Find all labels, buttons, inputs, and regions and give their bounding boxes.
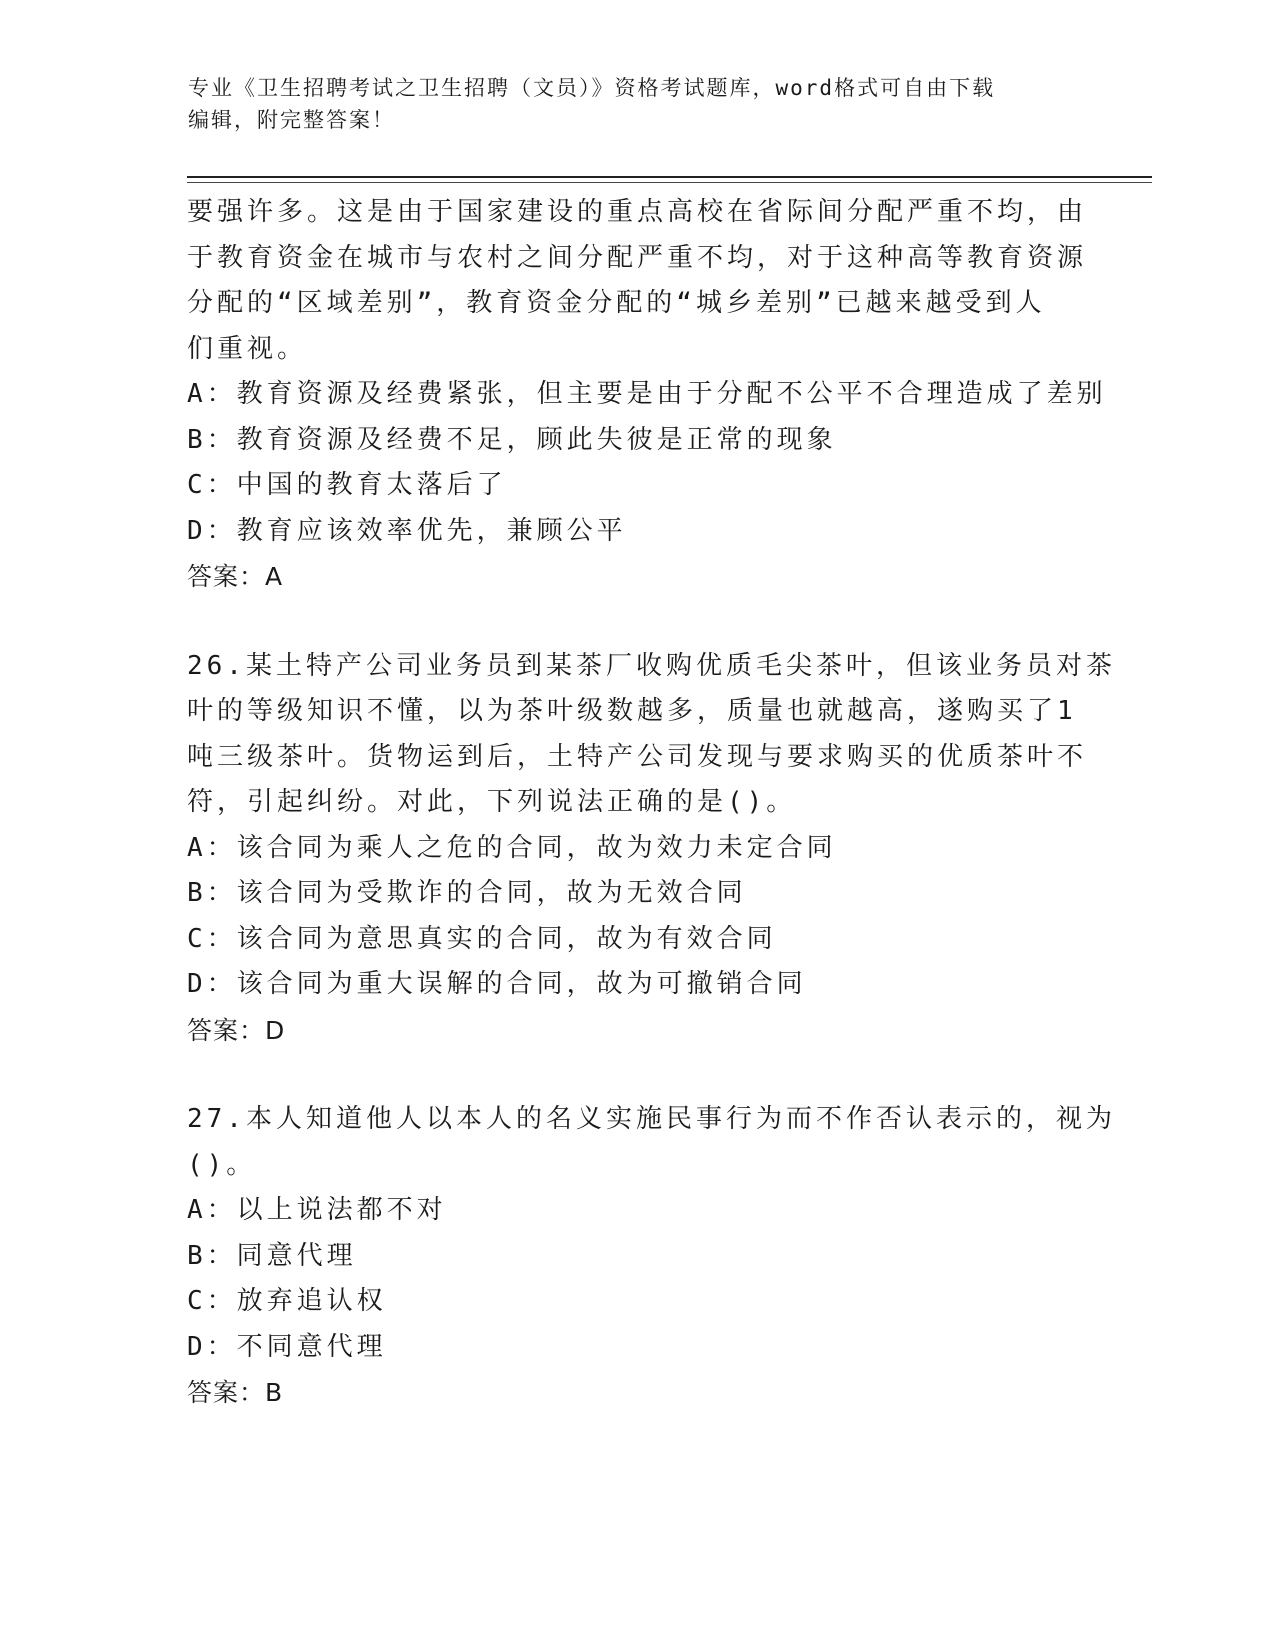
option-c: C：中国的教育太落后了 bbox=[187, 470, 507, 500]
question-text-line: 要强许多。这是由于国家建设的重点高校在省际间分配严重不均，由 bbox=[187, 197, 1088, 227]
header-divider-thick bbox=[187, 176, 1152, 178]
question-text-line: 吨三级茶叶。货物运到后，土特产公司发现与要求购买的优质茶叶不 bbox=[187, 741, 1088, 772]
question-27 bbox=[187, 1097, 1116, 1416]
page-header bbox=[188, 72, 1068, 136]
question-text-line: ()。 bbox=[187, 1149, 257, 1180]
option-c: C：该合同为意思真实的合同，故为有效合同 bbox=[187, 923, 777, 954]
question-text-line: 26.某土特产公司业务员到某茶厂收购优质毛尖茶叶，但该业务员对茶 bbox=[187, 650, 1116, 681]
answer-line: 答案：D bbox=[187, 1015, 286, 1045]
header-line-1: 专业《卫生招聘考试之卫生招聘（文员）》资格考试题库，word格式可自由下载 bbox=[188, 76, 996, 100]
question-text-line: 于教育资金在城市与农村之间分配严重不均，对于这种高等教育资源 bbox=[187, 242, 1088, 273]
option-a: A：该合同为乘人之危的合同，故为效力未定合同 bbox=[187, 832, 837, 863]
option-b: B：该合同为受欺诈的合同，故为无效合同 bbox=[187, 878, 747, 908]
question-26 bbox=[187, 644, 1116, 1054]
option-a: A：教育资源及经费紧张，但主要是由于分配不公平不合理造成了差别 bbox=[187, 379, 1107, 409]
question-text-line: 符，引起纠纷。对此，下列说法正确的是()。 bbox=[187, 787, 797, 817]
option-d: D：不同意代理 bbox=[187, 1331, 387, 1362]
answer-line: 答案：A bbox=[187, 562, 284, 591]
header-divider-thin bbox=[187, 182, 1152, 183]
option-c: C：放弃追认权 bbox=[187, 1286, 387, 1316]
option-b: B：教育资源及经费不足，顾此失彼是正常的现象 bbox=[187, 424, 837, 455]
question-spacer bbox=[187, 1053, 1087, 1097]
question-text-line: 分配的“区域差别”，教育资金分配的“城乡差别”已越来越受到人 bbox=[187, 288, 1046, 318]
option-b: B：同意代理 bbox=[187, 1240, 357, 1271]
question-25 bbox=[187, 190, 1107, 600]
option-a: A：以上说法都不对 bbox=[187, 1195, 447, 1225]
question-spacer bbox=[187, 600, 1087, 644]
option-d: D：教育应该效率优先，兼顾公平 bbox=[187, 515, 627, 546]
question-text-line: 叶的等级知识不懂，以为茶叶级数越多，质量也就越高，遂购买了1 bbox=[187, 696, 1077, 726]
answer-line: 答案：B bbox=[187, 1378, 284, 1407]
question-text-line: 们重视。 bbox=[187, 333, 308, 364]
question-content bbox=[187, 190, 1116, 1416]
option-d: D：该合同为重大误解的合同，故为可撤销合同 bbox=[187, 969, 807, 999]
header-line-2: 编辑，附完整答案！ bbox=[188, 108, 395, 132]
question-text-line: 27.本人知道他人以本人的名义实施民事行为而不作否认表示的，视为 bbox=[187, 1104, 1116, 1134]
